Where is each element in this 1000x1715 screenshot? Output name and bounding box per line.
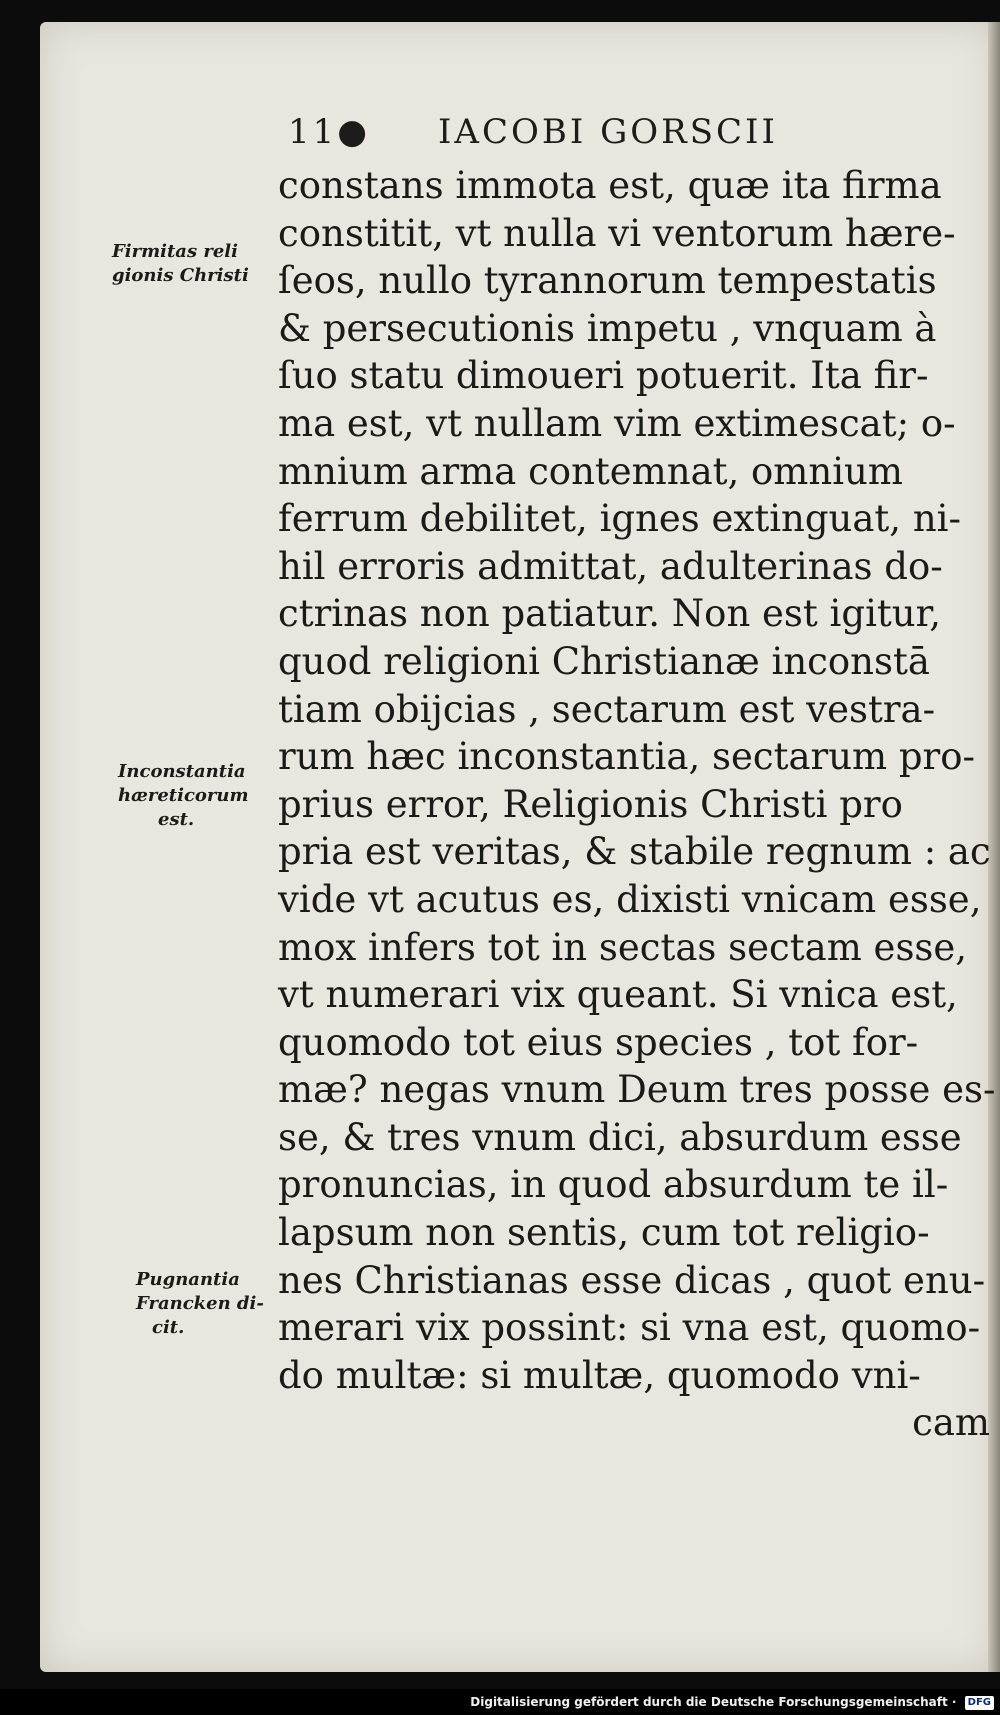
running-title: IACOBI GORSCII — [438, 112, 778, 152]
text-line: hil erroris admittat, adulterinas do- — [278, 544, 943, 588]
text-line: constitit, vt nulla vi ventorum hære- — [278, 211, 956, 255]
margin-note-line: cit. — [152, 1317, 185, 1338]
text-line: ctrinas non patiatur. Non est igitur, — [278, 592, 941, 636]
text-line: vide vt acutus es, dixisti vnicam esse, — [278, 877, 982, 921]
text-line: merari vix possint: si vna est, quomo- — [278, 1306, 981, 1350]
credit-text: Digitalisierung gefördert durch die Deutsche Forschungsgemeinschaft · — [470, 1695, 957, 1709]
text-line: mox infers tot in sectas sectam esse, — [278, 925, 968, 969]
text-line: pronuncias, in quod absurdum te il- — [278, 1163, 949, 1207]
margin-note-line: hæreticorum — [118, 785, 249, 806]
text-line: mnium arma contemnat, omnium — [278, 449, 903, 493]
text-line: lapsum non sentis, cum tot religio- — [278, 1211, 930, 1255]
text-line: mæ? negas vnum Deum tres posse es- — [278, 1068, 996, 1112]
page-header — [288, 112, 848, 158]
text-line: pria est veritas, & stabile regnum : ac — [278, 830, 991, 874]
margin-note-line: Inconstantia — [118, 761, 246, 782]
margin-note-line: est. — [158, 809, 195, 830]
margin-note-line: Pugnantia — [136, 1269, 240, 1290]
catchword: cam — [912, 1401, 990, 1445]
main-text-block — [278, 162, 998, 1447]
text-line: do multæ: si multæ, quomodo vni- — [278, 1353, 921, 1397]
text-line: ſuo statu dimoueri potuerit. Ita fir- — [278, 354, 929, 398]
text-line: constans immota est, quæ ita firma — [278, 164, 942, 207]
margin-note-line: gionis Christi — [112, 265, 249, 286]
margin-note-firmitas — [112, 240, 282, 288]
text-line: se, & tres vnum dici, absurdum esse — [278, 1115, 962, 1159]
margin-note-inconstantia — [118, 760, 288, 832]
text-line: prius error, Religionis Christi pro — [278, 782, 903, 826]
text-line: rum hæc inconstantia, sectarum pro- — [278, 735, 976, 779]
digitization-credit-bar — [0, 1689, 1000, 1715]
margin-note-line: Francken di- — [136, 1293, 264, 1314]
page-number: 11● — [288, 112, 370, 152]
text-line: vt numerari vix queant. Si vnica est, — [278, 973, 958, 1017]
text-line: ſeos, nullo tyrannorum tempestatis — [278, 259, 937, 303]
text-line: quomodo tot eius species , tot for- — [278, 1020, 919, 1064]
text-line: nes Christianas esse dicas , quot enu- — [278, 1258, 986, 1302]
text-line: & persecutionis impetu , vnquam à — [278, 306, 937, 350]
text-line: ferrum debilitet, ignes extinguat, ni- — [278, 497, 961, 541]
margin-note-line: Firmitas reli — [112, 241, 238, 262]
text-line: quod religioni Christianæ inconstā — [278, 639, 930, 683]
text-line: tiam obijcias , sectarum est vestra- — [278, 687, 936, 731]
dfg-logo-icon: DFG — [965, 1696, 994, 1710]
text-line: ma est, vt nullam vim extimescat; o- — [278, 401, 956, 445]
